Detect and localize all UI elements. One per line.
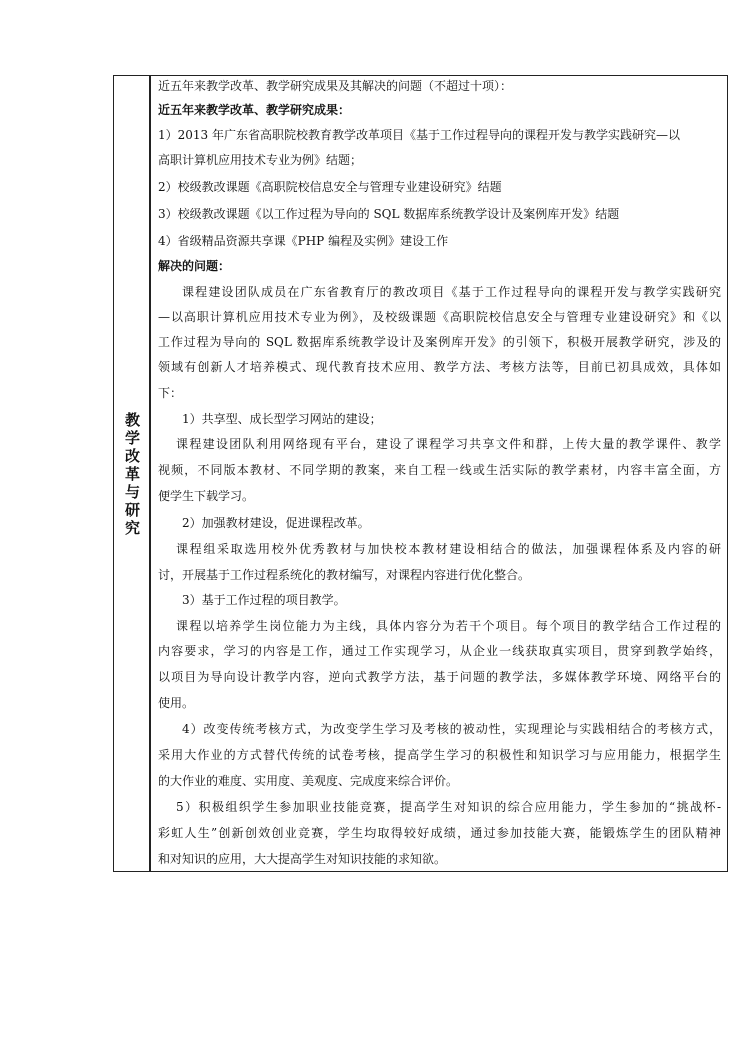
item-title: 3）基于工作过程的项目教学。	[182, 593, 346, 607]
paragraph-line: 4）改变传统考核方式，为改变学生学习及考核的被动性，实现理论与实践相结合的考核方式，	[182, 722, 721, 736]
paragraph-line: 讨，开展基于工作过程系统化的教材编写，对课程内容进行优化整合。	[158, 568, 531, 582]
paragraph-line: 采用大作业的方式替代传统的试卷考核，提高学生学习的积极性和知识学习与应用能力，根据学生	[158, 748, 721, 762]
paragraph-line: 以项目为导向设计教学内容，逆向式教学方法，基于问题的教学法，多媒体教学环境、网络平台的	[158, 670, 721, 684]
column-divider	[149, 76, 151, 871]
results-heading: 近五年来教学改革、教学研究成果：	[158, 103, 351, 117]
paragraph-line: 工作过程为导向的 SQL 数据库系统教学设计及案例库开发》的引领下，积极开展教学研究，涉及的	[158, 335, 721, 349]
paragraph-line: 5）积极组织学生参加职业技能竞赛，提高学生对知识的综合应用能力，学生参加的“挑战杯-	[176, 800, 721, 814]
paragraph-line: 和对知识的应用，大大提高学生对知识技能的求知欲。	[158, 852, 447, 866]
intro-line: 近五年来教学改革、教学研究成果及其解决的问题（不超过十项）：	[158, 79, 513, 93]
paragraph-line: 课程组采取选用校外优秀教材与加快校本教材建设相结合的做法，加强课程体系及内容的研	[176, 542, 721, 556]
item-title: 2）加强教材建设，促进课程改革。	[182, 516, 370, 530]
result-line: 2）校级教改课题《高职院校信息安全与管理专业建设研究》结题	[158, 180, 502, 194]
paragraph-line: 的大作业的难度、实用度、美观度、完成度来综合评价。	[158, 774, 459, 788]
form-table	[113, 75, 728, 872]
paragraph-line: 课程以培养学生岗位能力为主线，具体内容分为若干个项目。每个项目的教学结合工作过程的	[176, 619, 721, 633]
paragraph-line: 下：	[158, 386, 183, 400]
problems-heading: 解决的问题：	[158, 259, 231, 273]
result-line: 4）省级精品资源共享课《PHP 编程及实例》建设工作	[158, 234, 449, 248]
section-label: 教学改革与研究	[123, 411, 141, 538]
paragraph-line: 课程建设团队利用网络现有平台，建设了课程学习共享文件和群，上传大量的教学课件、教学	[176, 437, 721, 451]
result-line: 高职计算机应用技术专业为例》结题；	[158, 153, 363, 167]
section-label-cell	[114, 76, 149, 871]
paragraph-line: 视频，不同版本教材、不同学期的教案，来自工程一线或生活实际的教学素材，内容丰富全面，方	[158, 463, 721, 477]
paragraph-line: 内容要求，学习的内容是工作，通过工作实现学习，从企业一线获取真实项目，贯穿到教学始终，	[158, 644, 721, 658]
paragraph-line: —以高职计算机应用技术专业为例》，及校级课题《高职院校信息安全与管理专业建设研究》和《以	[158, 310, 721, 324]
paragraph-line: 领域有创新人才培养模式、现代教育技术应用、教学方法、考核方法等，目前已初具成效，具体如	[158, 360, 721, 374]
result-line: 3）校级教改课题《以工作过程为导向的 SQL 数据库系统教学设计及案例库开发》结题	[158, 207, 620, 221]
paragraph-line: 课程建设团队成员在广东省教育厅的教改项目《基于工作过程导向的课程开发与教学实践研究	[182, 285, 721, 299]
paragraph-line: 使用。	[158, 696, 195, 710]
paragraph-line: 便学生下载学习。	[158, 489, 255, 503]
item-title: 1）共享型、成长型学习网站的建设；	[182, 412, 382, 426]
result-line: 1）2013 年广东省高职院校教育教学改革项目《基于工作过程导向的课程开发与教学实践研究—以	[158, 128, 680, 142]
paragraph-line: 彩虹人生”创新创效创业竞赛，学生均取得较好成绩，通过参加技能大赛，能锻炼学生的团队精神	[158, 826, 721, 840]
